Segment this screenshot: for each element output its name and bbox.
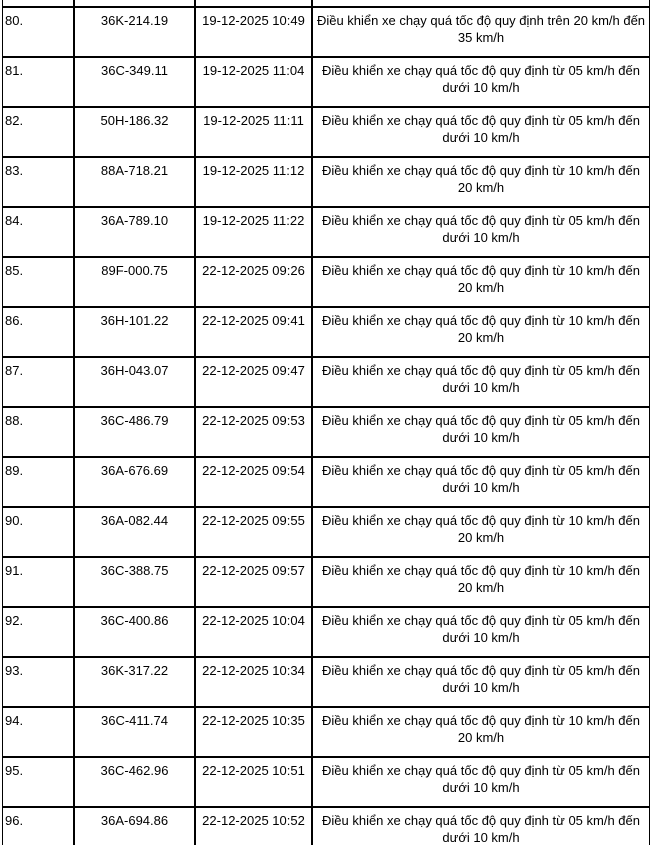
cell-datetime: 22-12-2025 10:04	[195, 607, 312, 657]
cell-plate: 36K-317.22	[74, 657, 195, 707]
cell-violation: Điều khiển xe chạy quá tốc độ quy định từ 10 km/h đến 20 km/h	[312, 307, 650, 357]
cell-datetime: 19-12-2025 10:49	[195, 7, 312, 57]
cell-datetime: 22-12-2025 10:34	[195, 657, 312, 707]
cell-plate: 36C-486.79	[74, 407, 195, 457]
cell-plate: 36C-462.96	[74, 757, 195, 807]
cell-datetime: 22-12-2025 09:57	[195, 557, 312, 607]
cell-plate: 36H-043.07	[74, 357, 195, 407]
table-row	[2, 457, 650, 507]
cell-plate: 36A-676.69	[74, 457, 195, 507]
cell-datetime: 22-12-2025 09:26	[195, 257, 312, 307]
cell-plate: 50H-186.32	[74, 107, 195, 157]
cell-stt: 90.	[2, 507, 74, 557]
cell-violation: Điều khiển xe chạy quá tốc độ quy định từ 05 km/h đến dưới 10 km/h	[312, 207, 650, 257]
cell-datetime: 19-12-2025 11:11	[195, 107, 312, 157]
cell-plate: 36K-214.19	[74, 7, 195, 57]
cell-datetime: 22-12-2025 09:41	[195, 307, 312, 357]
cell-plate: 36A-789.10	[74, 207, 195, 257]
cell-stt: 96.	[2, 807, 74, 845]
cell-datetime: 19-12-2025 11:12	[195, 157, 312, 207]
violations-table	[2, 0, 650, 845]
cell-stt: 84.	[2, 207, 74, 257]
cell-violation: Điều khiển xe chạy quá tốc độ quy định từ 10 km/h đến 20 km/h	[312, 707, 650, 757]
cell-stt: 80.	[2, 7, 74, 57]
table-row	[2, 307, 650, 357]
cell-stt: 91.	[2, 557, 74, 607]
table-row	[2, 57, 650, 107]
cell-datetime	[195, 0, 312, 7]
cell-datetime: 19-12-2025 11:04	[195, 57, 312, 107]
cell-datetime: 22-12-2025 09:47	[195, 357, 312, 407]
cell-plate	[74, 0, 195, 7]
cell-plate: 36C-400.86	[74, 607, 195, 657]
cell-plate: 36A-694.86	[74, 807, 195, 845]
table-row	[2, 7, 650, 57]
cell-stt: 83.	[2, 157, 74, 207]
cell-plate: 88A-718.21	[74, 157, 195, 207]
cell-violation: Điều khiển xe chạy quá tốc độ quy định từ 10 km/h đến 20 km/h	[312, 157, 650, 207]
cell-stt: 85.	[2, 257, 74, 307]
cell-plate: 36C-411.74	[74, 707, 195, 757]
cell-violation: Điều khiển xe chạy quá tốc độ quy định từ 05 km/h đến dưới 10 km/h	[312, 757, 650, 807]
table-row	[2, 257, 650, 307]
cell-stt: 86.	[2, 307, 74, 357]
table-row	[2, 107, 650, 157]
cell-plate: 36C-388.75	[74, 557, 195, 607]
cell-violation	[312, 0, 650, 7]
cell-stt	[2, 0, 74, 7]
cell-violation: Điều khiển xe chạy quá tốc độ quy định từ 05 km/h đến dưới 10 km/h	[312, 607, 650, 657]
cell-stt: 87.	[2, 357, 74, 407]
cell-stt: 82.	[2, 107, 74, 157]
cell-plate: 89F-000.75	[74, 257, 195, 307]
cell-datetime: 22-12-2025 10:51	[195, 757, 312, 807]
cell-violation: Điều khiển xe chạy quá tốc độ quy định từ 05 km/h đến dưới 10 km/h	[312, 357, 650, 407]
cell-datetime: 22-12-2025 09:54	[195, 457, 312, 507]
table-row	[2, 157, 650, 207]
cell-violation: Điều khiển xe chạy quá tốc độ quy định từ 05 km/h đến dưới 10 km/h	[312, 57, 650, 107]
cell-violation: Điều khiển xe chạy quá tốc độ quy định từ 05 km/h đến dưới 10 km/h	[312, 107, 650, 157]
cell-datetime: 22-12-2025 09:55	[195, 507, 312, 557]
violations-table-body	[2, 0, 650, 845]
table-row	[2, 357, 650, 407]
cell-violation: Điều khiển xe chạy quá tốc độ quy định từ 05 km/h đến dưới 10 km/h	[312, 807, 650, 845]
cell-stt: 81.	[2, 57, 74, 107]
cell-stt: 94.	[2, 707, 74, 757]
cell-violation: Điều khiển xe chạy quá tốc độ quy định từ 05 km/h đến dưới 10 km/h	[312, 657, 650, 707]
partial-previous-row	[2, 0, 650, 7]
table-row	[2, 207, 650, 257]
cell-plate: 36H-101.22	[74, 307, 195, 357]
cell-stt: 89.	[2, 457, 74, 507]
cell-datetime: 22-12-2025 09:53	[195, 407, 312, 457]
table-row	[2, 557, 650, 607]
cell-stt: 95.	[2, 757, 74, 807]
table-row	[2, 507, 650, 557]
cell-stt: 93.	[2, 657, 74, 707]
table-row	[2, 707, 650, 757]
table-row	[2, 807, 650, 845]
cell-plate: 36A-082.44	[74, 507, 195, 557]
cell-datetime: 22-12-2025 10:52	[195, 807, 312, 845]
table-row	[2, 757, 650, 807]
table-row	[2, 657, 650, 707]
cell-stt: 92.	[2, 607, 74, 657]
cell-violation: Điều khiển xe chạy quá tốc độ quy định từ 05 km/h đến dưới 10 km/h	[312, 457, 650, 507]
cell-violation: Điều khiển xe chạy quá tốc độ quy định từ 10 km/h đến 20 km/h	[312, 257, 650, 307]
cell-datetime: 19-12-2025 11:22	[195, 207, 312, 257]
cell-violation: Điều khiển xe chạy quá tốc độ quy định từ 05 km/h đến dưới 10 km/h	[312, 407, 650, 457]
cell-violation: Điều khiển xe chạy quá tốc độ quy định trên 20 km/h đến 35 km/h	[312, 7, 650, 57]
cell-stt: 88.	[2, 407, 74, 457]
cell-plate: 36C-349.11	[74, 57, 195, 107]
cell-violation: Điều khiển xe chạy quá tốc độ quy định từ 10 km/h đến 20 km/h	[312, 507, 650, 557]
cell-violation: Điều khiển xe chạy quá tốc độ quy định từ 10 km/h đến 20 km/h	[312, 557, 650, 607]
table-row	[2, 607, 650, 657]
table-row	[2, 407, 650, 457]
cell-datetime: 22-12-2025 10:35	[195, 707, 312, 757]
